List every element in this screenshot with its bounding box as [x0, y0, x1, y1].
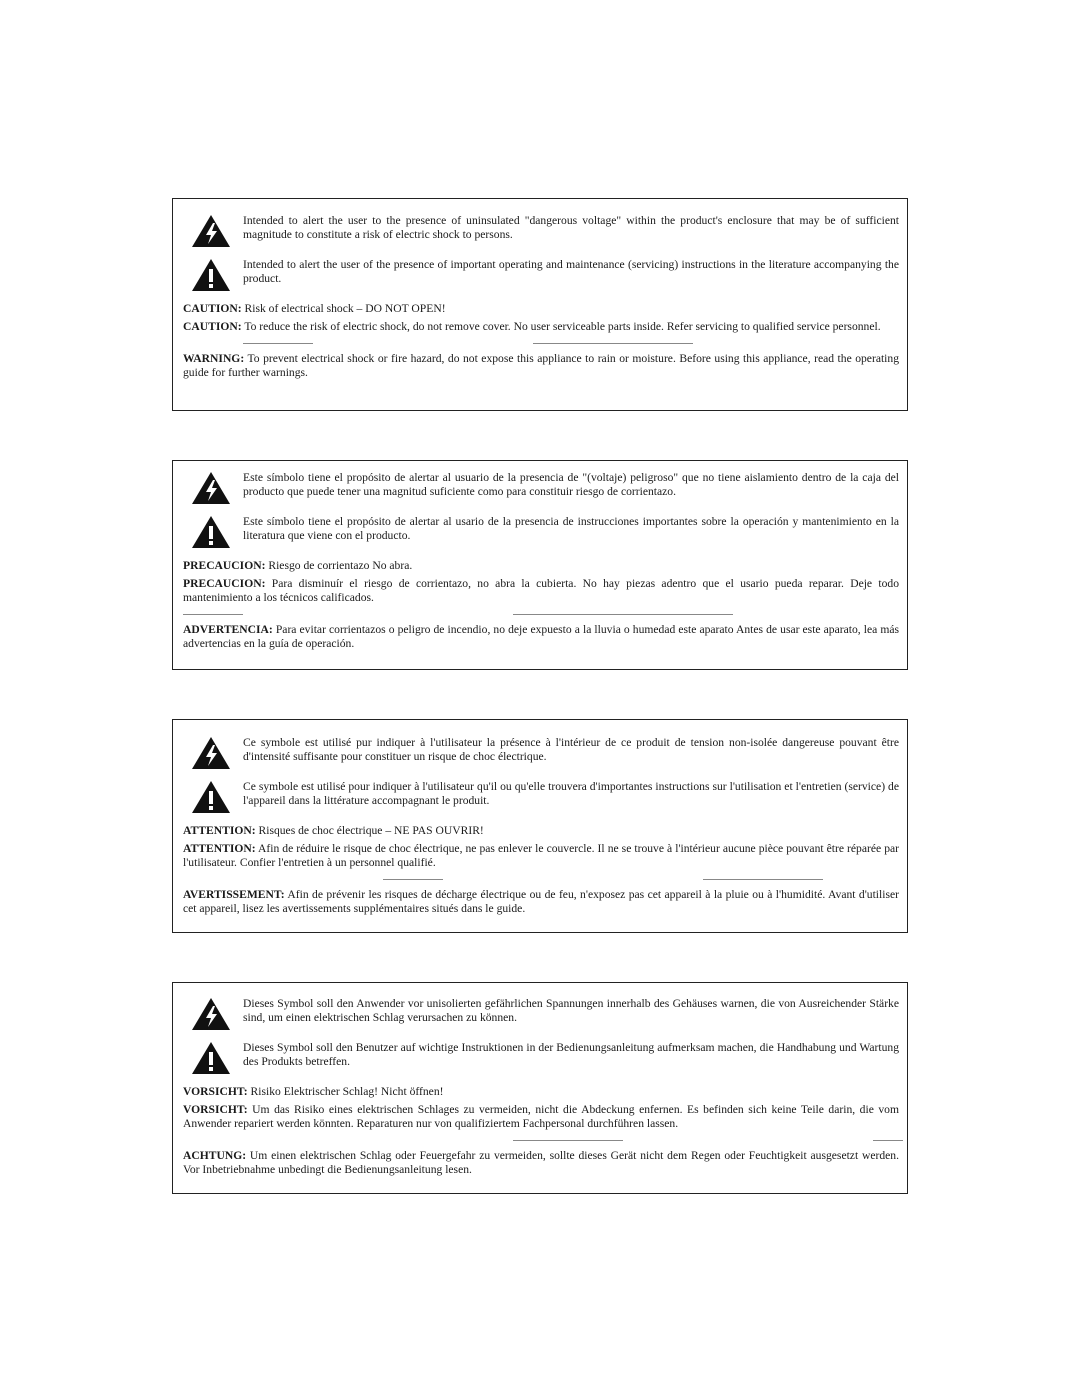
warning-box-german [172, 982, 908, 1194]
warning-box-french [172, 719, 908, 933]
voltage-warning-row [183, 214, 899, 248]
warning-label: WARNING: [183, 352, 245, 365]
caution-label: ATTENTION: [183, 842, 256, 855]
warning-paragraph [183, 352, 899, 380]
caution-label: CAUTION: [183, 320, 242, 333]
caution-label: VORSICHT: [183, 1103, 248, 1116]
warning-text: Afin de prévenir les risques de décharge électrique ou de feu, n'exposez pas cet appareil à la pluie ou à l'humidité. Avant d'utiliser cet appareil, lisez les avertissements supplémentaires situés dans le guide. [183, 888, 899, 915]
warning-label: ACHTUNG: [183, 1149, 247, 1162]
instructions-warning-row [183, 515, 899, 549]
caution-text: To reduce the risk of electric shock, do not remove cover. No user serviceable parts inside. Refer servicing to qualified service personnel. [241, 320, 881, 333]
caution-line-1 [183, 302, 899, 316]
instructions-warning-text: Dieses Symbol soll den Benutzer auf wichtige Instruktionen in der Bedienungsanleitung aufmerksam machen, die Handhabung und Wartung des Produkts betreffen. [243, 1041, 899, 1068]
warning-paragraph [183, 888, 899, 916]
instructions-warning-text: Intended to alert the user of the presence of important operating and maintenance (servicing) instructions in the literature accompanying the product. [243, 258, 899, 285]
voltage-warning-row [183, 736, 899, 770]
instructions-warning-row [183, 258, 899, 292]
caution-text: Risiko Elektrischer Schlag! Nicht öffnen! [247, 1085, 444, 1098]
divider [183, 339, 899, 347]
warning-paragraph [183, 1149, 899, 1177]
instructions-warning-text: Ce symbole est utilisé pour indiquer à l'utilisateur qu'il ou qu'elle trouvera d'importantes instructions sur l'utilisation et l'entretien (service) de l'appareil dans la littérature accompagnant le produit. [243, 780, 899, 807]
exclamation-triangle-icon [191, 1041, 231, 1075]
instructions-warning-row [183, 780, 899, 814]
instructions-warning-row [183, 1041, 899, 1075]
voltage-warning-text: Dieses Symbol soll den Anwender vor unisolierten gefährlichen Spannungen innerhalb des Gehäuses warnen, die von Ausreichender Stärke sind, um einen elektrischen Schlag verursachen zu können. [243, 997, 899, 1024]
voltage-warning-text: Este símbolo tiene el propósito de alertar al usuario de la presencia de "(voltaje) peligroso" que no tiene aislamiento dentro de la caja del producto que puede tener una magnitud suficiente como para constituir riesgo de corrientazo. [243, 471, 899, 498]
warning-text: To prevent electrical shock or fire hazard, do not expose this appliance to rain or moisture. Before using this appliance, read the operating guide for further warnings. [183, 352, 899, 379]
warning-text: Para evitar corrientazos o peligro de incendio, no deje expuesto a la lluvia o humedad este aparato Antes de usar este aparato, lea más advertencias en la guía de operación. [183, 623, 899, 650]
caution-label: PRECAUCION: [183, 577, 266, 590]
lightning-triangle-icon [191, 736, 231, 770]
caution-label: ATTENTION: [183, 824, 256, 837]
warning-box-spanish [172, 460, 908, 670]
warning-label: AVERTISSEMENT: [183, 888, 285, 901]
voltage-warning-row [183, 471, 899, 505]
caution-line-2 [183, 577, 899, 605]
lightning-triangle-icon [191, 997, 231, 1031]
caution-text: Risques de choc électrique – NE PAS OUVRIR! [255, 824, 484, 837]
voltage-warning-text: Intended to alert the user to the presence of uninsulated "dangerous voltage" within the product's enclosure that may be of sufficient magnitude to constitute a risk of electric shock to persons. [243, 214, 899, 241]
voltage-warning-row [183, 997, 899, 1031]
caution-line-1 [183, 1085, 899, 1099]
caution-text: Um das Risiko eines elektrischen Schlages zu vermeiden, nicht die Abdeckung enfernen. Es befinden sich keine Teile darin, die vom Anwender repariert werden könnten. Reparaturen nur von qualifiziertem Fachpersonal durchführen lassen. [183, 1103, 899, 1130]
warning-paragraph [183, 623, 899, 651]
divider [183, 610, 899, 618]
caution-text: Risk of electrical shock – DO NOT OPEN! [241, 302, 446, 315]
caution-line-2 [183, 842, 899, 870]
warning-label: ADVERTENCIA: [183, 623, 273, 636]
warning-box-english [172, 198, 908, 411]
instructions-warning-text: Este símbolo tiene el propósito de alertar al usario de la presencia de instrucciones importantes sobre la operación y mantenimiento en la literatura que viene con el producto. [243, 515, 899, 542]
exclamation-triangle-icon [191, 258, 231, 292]
caution-line-2 [183, 320, 899, 334]
caution-label: PRECAUCION: [183, 559, 266, 572]
voltage-warning-text: Ce symbole est utilisé pur indiquer à l'utilisateur la présence à l'intérieur de ce produit de tension non-isolée dangereuse pouvant être d'intensité suffisante pour constituer un risque de choc électrique. [243, 736, 899, 763]
caution-line-2 [183, 1103, 899, 1131]
caution-label: CAUTION: [183, 302, 242, 315]
exclamation-triangle-icon [191, 515, 231, 549]
caution-label: VORSICHT: [183, 1085, 248, 1098]
caution-text: Riesgo de corrientazo No abra. [265, 559, 413, 572]
caution-text: Para disminuír el riesgo de corrientazo, no abra la cubierta. No hay piezas adentro que el usario pueda reparar. Deje todo mantenimiento a los técnicos calificados. [183, 577, 899, 604]
exclamation-triangle-icon [191, 780, 231, 814]
caution-line-1 [183, 824, 899, 838]
warning-text: Um einen elektrischen Schlag oder Feuergefahr zu vermeiden, sollte dieses Gerät nicht dem Regen oder Feuchtigkeit ausgesetzt werden. Vor Inbetriebnahme unbedingt die Bedienungsanleitung lesen. [183, 1149, 899, 1176]
caution-line-1 [183, 559, 899, 573]
divider [183, 1136, 899, 1144]
lightning-triangle-icon [191, 214, 231, 248]
divider [183, 875, 899, 883]
caution-text: Afin de réduire le risque de choc électrique, ne pas enlever le couvercle. Il ne se trouve à l'intérieur aucune pièce pouvant être réparée par l'utilisateur. Confier l'entretien à un personnel qualifié. [183, 842, 899, 869]
lightning-triangle-icon [191, 471, 231, 505]
